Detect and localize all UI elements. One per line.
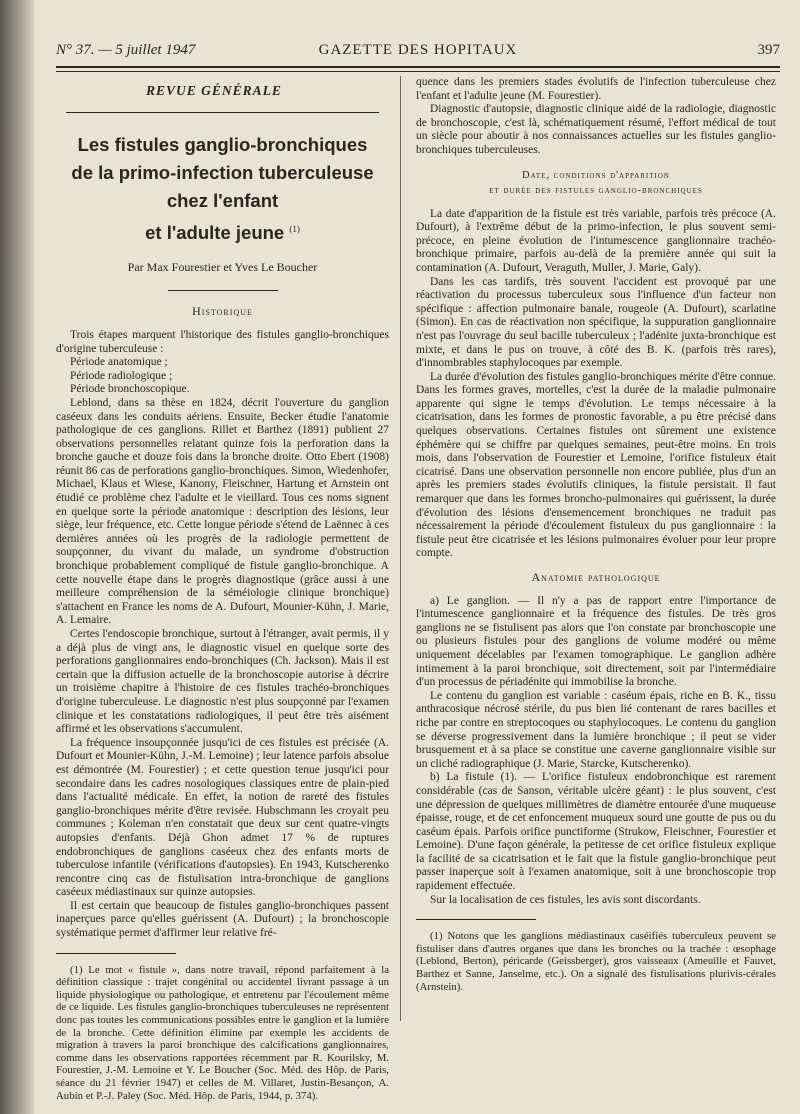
rubric-rule bbox=[66, 112, 379, 113]
paragraph: La fréquence insoupçonnée jusqu'ici de ces fistules est précisée (A. Dufourt et Mounier-Kühn, J.-M. Lemoine) ; leur latence parfois absolue est démontrée (M. Fourestier) ; et cette question tenue jusqu'ici pour secondaire dans les cadres nosologiques classiques entre de plain-pied dans l'actualité médicale. En effet, la notion de rareté des fistules ganglio-bronchiques mérite d'être revisée. Hubschmann les croyait peu communes ; Koleman n'en constatait que deux sur cent quatre-vingts autopsies d'enfants. Déjà Ghon admet 17 % de ruptures endobronchiques de ganglions caséeux chez des enfants morts de tuberculose infantile (vérifications d'autopsies). En 1943, Kutscherenko rencontre cinq cas de fistulisation intra-bronchique de ganglions caséeux médiastinaux sur quinze autopsies. bbox=[56, 736, 389, 899]
section-heading-historique: Historique bbox=[192, 304, 253, 319]
rubric: REVUE GÉNÉRALE bbox=[146, 83, 282, 98]
footnote-rule bbox=[416, 919, 536, 920]
page-number: 397 bbox=[757, 42, 780, 58]
right-column bbox=[416, 76, 776, 993]
title-rule bbox=[168, 290, 278, 291]
issue-date: N° 37. — 5 juillet 1947 bbox=[56, 42, 196, 58]
column-divider bbox=[400, 76, 401, 1021]
footnote-rule bbox=[56, 953, 176, 954]
paragraph: Période radiologique ; bbox=[70, 369, 173, 382]
section-heading-line-1: Date, conditions d'apparition bbox=[522, 169, 670, 181]
title-line-2: de la primo-infection tuberculeuse chez l'enfant bbox=[71, 161, 374, 211]
title-footnote-mark: (1) bbox=[289, 223, 300, 234]
left-column bbox=[56, 76, 389, 1102]
paragraph: Période bronchoscopique. bbox=[70, 383, 190, 396]
running-header bbox=[56, 36, 780, 68]
article-title bbox=[56, 131, 389, 247]
footnote: (1) Notons que les ganglions médiastinaux caséifiés tuberculeux peuvent se fistuliser dans d'autres organes que dans les bronches ou la trachée : œsophage (Leblond, Berton), péricarde (Geissberger), gros vaisseaux (Ameuille et Fauvet, Barthez et Sanne, Janselme, etc.). On a signalé des fistulisations plurivis-cérales (Arnstein). bbox=[416, 930, 776, 993]
paragraph: Certes l'endoscopie bronchique, surtout à l'étranger, avait permis, il y a déjà plus de vingt ans, le diagnostic visuel en quelque sorte des perforations ganglionnaires endo-bronchiques (Ch. Jackson). Mais il est certain que la diffusion actuelle de la bronchoscopie autorise à décrire un troisième chapitre à l'histoire de ces fistules trachéo-bronchiques d'origine tuberculeuse. Le diagnostic n'est plus soupçonné par l'examen clinique et les constatations radiologiques, il peut être très aisément affirmé et les observations s'accumulent. bbox=[56, 628, 389, 736]
footnote: (1) Le mot « fistule », dans notre travail, répond parfaitement à la définition classique : trajet congénital ou accidentel livrant passage à un liquide physiologique ou pathologique, et entretenu par l'écoulement même de ce liquide. Les fistules ganglio-bronchiques tuberculeuses ne représentent donc pas toutes les communications possibles entre le ganglion et la lumière de la bronche. Cette définition élimine par exemple les accidents de migration à travers la paroi bronchique des calcifications ganglionnaires, comme dans les observations rapportées récemment par R. Kourilsky, M. Fourestier, J.-M. Lemoine et Y. Le Boucher (Soc. Méd. des Hôp. de Paris, séance du 21 février 1947) et celles de M. Villaret, Justin-Besançon, A. Aubin et P.-J. Paley (Soc. Méd. Hôp. de Paris, 1944, p. 374). bbox=[56, 963, 389, 1102]
section-heading-line-2: et durée des fistules ganglio-bronchiques bbox=[489, 184, 703, 196]
paragraph: Dans les cas tardifs, très souvent l'accident est provoqué par une réactivation du processus tuberculeux sous l'influence d'un facteur non spécifique : affection pulmonaire banale, rougeole (A. Dufourt), scarlatine (Simon). En cas de réactivation non spécifique, la suppuration ganglionnaire n'est pas l'ouvrage du seul bacille tuberculeux ; l'adénite juxta-bronchique est mixte, et dans le pus on trouve, à côté des B. K. (parfois très rares), d'innombrables staphylocoques par exemple. bbox=[416, 275, 776, 370]
paragraph: a) Le ganglion. — Il n'y a pas de rapport entre l'importance de l'intumescence ganglionnaire et la fréquence des fistules. De très gros ganglions ne se fistulisent pas alors que l'on constate par bronchoscopie une ou plusieurs fistules pour des ganglions de volume modéré ou même uniquement décelables par l'examen tomographique. Le ganglion adhère intimement à la paroi bronchique, soit directement, soit par l'intermédiaire d'un processus de périadénite qui immobilise la bronche. bbox=[416, 594, 776, 689]
paragraph: Diagnostic d'autopsie, diagnostic clinique aidé de la radiologie, diagnostic de bronchoscopie, c'est là, schématiquement résumé, l'effort médical de tout un siècle pour aboutir à nos connaissances actuelles sur les fistules ganglio-bronchiques tuberculeuses. bbox=[416, 103, 776, 156]
paragraph: Période anatomique ; bbox=[70, 356, 168, 369]
paragraph: La durée d'évolution des fistules ganglio-bronchiques mérite d'être connue. Dans les formes graves, mortelles, c'est la durée de la maladie pulmonaire apparente qui signe le temps d'évolution. Le temps nécessaire à la cicatrisation, dans les formes de pronostic favorable, a pu être précisé dans quelques observations. Certaines fistules ont sûrement une existence éphémère qui se chiffre par quelques semaines, peut-être moins. En trois mois, dans l'observation de Fourestier et Lemoine, l'orifice fistuleux était cicatrisé. Dans une observation personnelle non encore publiée, plus d'un an après les premiers stades évolutifs cliniques, la fistule persistait. Il faut remarquer que dans les formes broncho-pulmonaires qui guérissent, la durée d'évolution des lésions d'ensemencement bronchiques ne traduit pas nécessairement la période d'écoulement fistuleux du pus ganglionnaire : la fistule peut être cicatrisée et les lésions pulmonaires évoluer pour leur propre compte. bbox=[416, 370, 776, 560]
paragraph: Le contenu du ganglion est variable : caséum épais, riche en B. K., tissu anthracosique nécrosé stérile, du pus bien lié contenant de rares bacilles et riche par contre en streptocoques ou staphylocoques. Le contenu du ganglion se déverse progressivement dans la lumière bronchique ; il peut se vider brusquement et à sa place se constitue une caverne ganglionnaire visible sur un cliché radiographique (J. Marie, Starcke, Kutscherenko). bbox=[416, 689, 776, 770]
header-rule bbox=[56, 71, 780, 72]
journal-title: GAZETTE DES HOPITAUX bbox=[318, 42, 518, 58]
paragraph: Trois étapes marquent l'historique des fistules ganglio-bronchiques d'origine tuberculeuse : bbox=[56, 328, 389, 355]
paragraph: Il est certain que beaucoup de fistules ganglio-bronchiques passent inaperçues parce qu'elles guérissent (A. Dufourt) ; la bronchoscopie systématique permet d'affirmer leur relative fré- bbox=[56, 899, 389, 940]
paragraph: Leblond, dans sa thèse en 1824, décrit l'ouverture du ganglion caséeux dans les conduits aériens. Ensuite, Becker étudie l'anatomie pathologique de ces ganglions. Rillet et Barthez (1891) publient 27 observations personnelles relatant quinze fois la perforation dans la bronche gauche et douze fois dans la bronche droite. Otto Ebert (1908) réunit 86 cas de perforations ganglio-bronchiques. Simon, Wiedenhofer, Michael, Klaus et Wiese, Kanony, Fleischner, Hartung et Arnstein ont étudié ce problème chez l'adulte et le vieillard. Tous ces noms signent en quelque sorte la période anatomique : description des lésions, leur siège, leur fréquence, etc. Cette longue période s'étend de Laënnec à ces dernières années où les progrès de la radiologie permettent de soupçonner, du vivant du malade, un syndrome d'obstruction bronchique probablement compliqué de fistule ganglio-bronchique. A cette nouvelle étape dans le progrès diagnostique (grâce aussi à une meilleure compréhension de la séméiologie clinique bronchique) s'attachent en France les noms de A. Dufourt, Mounier-Kühn, J. Marie, A. Lemaire. bbox=[56, 396, 389, 627]
title-line-1: Les fistules ganglio-bronchiques bbox=[77, 133, 368, 155]
authors: Par Max Fourestier et Yves Le Boucher bbox=[127, 259, 318, 274]
section-heading-anatomie: Anatomie pathologique bbox=[531, 570, 661, 584]
title-line-3-text: et l'adulte jeune bbox=[145, 221, 285, 243]
paragraph: Sur la localisation de ces fistules, les avis sont discordants. bbox=[430, 893, 701, 906]
binding-edge bbox=[0, 0, 34, 1114]
paragraph: quence dans les premiers stades évolutifs de l'infection tuberculeuse chez l'enfant et l'adulte jeune (M. Fourestier). bbox=[416, 76, 776, 102]
paragraph: La date d'apparition de la fistule est très variable, parfois très précoce (A. Dufourt), à l'extrême début de la primo-infection, le plus souvent semi-précoce, en pleine évolution de l'intumescence ganglionnaire trachéo-bronchique primaire, parfois au-delà de la première année qui suit la contamination (A. Dufourt, Veraguth, Muller, J. Marie, Galy). bbox=[416, 207, 776, 274]
section-heading-date bbox=[416, 168, 776, 198]
title-line-3 bbox=[56, 215, 389, 247]
paragraph: b) La fistule (1). — L'orifice fistuleux endobronchique est rarement considérable (cas de Sanson, véritable ulcère géant) : le plus souvent, c'est une dépression de quelques millimètres de diamètre entourée d'une muqueuse épaisse, rouge, et de cet enfoncement muqueux sourd une goutte de pus ou du caséum épais. Parfois orifice punctiforme (Strukow, Fleischner, Fourestier et Lemoine). D'une façon générale, la petitesse de cet orifice fistuleux explique la facilité de sa cicatrisation et le fait que la fistule ganglio-bronchique peut passer inaperçue soit à l'examen anatomique, soit à une bronchoscopie trop rapidement effectuée. bbox=[416, 771, 776, 893]
